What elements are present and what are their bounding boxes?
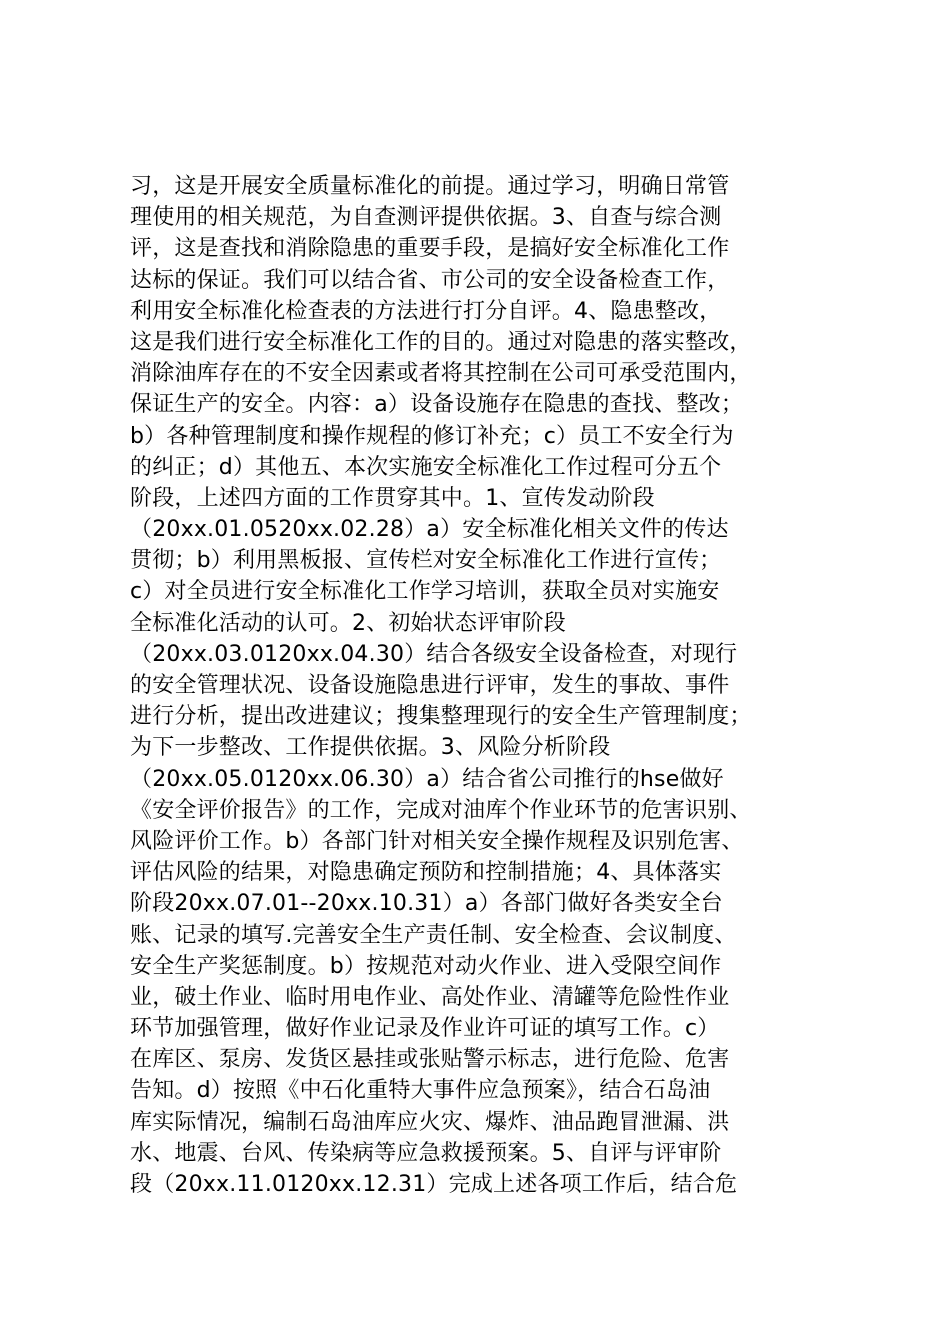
text-line: 的纠正；d）其他五、本次实施安全标准化工作过程可分五个 (130, 454, 722, 480)
text-line: 安全生产奖惩制度。b）按规范对动火作业、进入受限空间作 (130, 953, 722, 979)
document-body-text (130, 171, 850, 1200)
text-line: 库实际情况，编制石岛油库应火灾、爆炸、油品跑冒泄漏、洪 (130, 1109, 730, 1135)
text-line: 业，破土作业、临时用电作业、高处作业、清罐等危险性作业 (130, 984, 730, 1010)
text-line: 在库区、泵房、发货区悬挂或张贴警示标志，进行危险、危害 (130, 1047, 730, 1073)
text-line: 段（20xx.11.0120xx.12.31）完成上述各项工作后，结合危 (130, 1172, 738, 1197)
text-line: 进行分析，提出改进建议；搜集整理现行的安全生产管理制度； (130, 704, 752, 730)
text-line: c）对全员进行安全标准化工作学习培训，获取全员对实施安 (130, 579, 720, 605)
text-line: 达标的保证。我们可以结合省、市公司的安全设备检查工作， (130, 267, 730, 293)
text-line: 风险评价工作。b）各部门针对相关安全操作规程及识别危害、 (130, 828, 744, 854)
text-line: （20xx.01.0520xx.02.28）a）安全标准化相关文件的传达 (130, 517, 729, 543)
text-line: 环节加强管理，做好作业记录及作业许可证的填写工作。c） (130, 1016, 720, 1042)
text-line: 告知。d）按照《中石化重特大事件应急预案》，结合石岛油 (130, 1078, 711, 1104)
text-line: 理使用的相关规范，为自查测评提供依据。3、自查与综合测 (130, 205, 722, 231)
text-line: 阶段20xx.07.01--20xx.10.31）a）各部门做好各类安全台 (130, 891, 723, 917)
text-line: 的安全管理状况、设备设施隐患进行评审，发生的事故、事件 (130, 673, 730, 698)
text-line: b）各种管理制度和操作规程的修订补充；c）员工不安全行为 (130, 423, 734, 449)
text-line: 消除油库存在的不安全因素或者将其控制在公司可承受范围内， (130, 361, 752, 387)
text-line: （20xx.05.0120xx.06.30）a）结合省公司推行的hse做好 (130, 766, 724, 792)
text-line: （20xx.03.0120xx.04.30）结合各级安全设备检查，对现行 (130, 641, 738, 667)
text-line: 为下一步整改、工作提供依据。3、风险分析阶段 (130, 735, 611, 761)
text-line: 评估风险的结果，对隐患确定预防和控制措施；4、具体落实 (130, 860, 722, 886)
text-line: 水、地震、台风、传染病等应急救援预案。5、自评与评审阶 (130, 1140, 722, 1166)
text-line: 阶段，上述四方面的工作贯穿其中。1、宣传发动阶段 (130, 485, 655, 511)
text-line: 评，这是查找和消除隐患的重要手段，是搞好安全标准化工作 (130, 236, 730, 262)
text-line: 账、记录的填写.完善安全生产责任制、安全检查、会议制度、 (130, 922, 737, 948)
text-line: 全标准化活动的认可。2、初始状态评审阶段 (130, 610, 566, 636)
text-line: 贯彻；b）利用黑板报、宣传栏对安全标准化工作进行宣传； (130, 548, 722, 574)
text-line: 这是我们进行安全标准化工作的目的。通过对隐患的落实整改， (130, 329, 752, 355)
text-line: 利用安全标准化检查表的方法进行打分自评。4、隐患整改， (130, 298, 722, 324)
text-line: 保证生产的安全。内容：a）设备设施存在隐患的查找、整改； (130, 392, 744, 418)
text-line: 《安全评价报告》的工作，完成对油库个作业环节的危害识别、 (130, 797, 752, 823)
text-line: 习，这是开展安全质量标准化的前提。通过学习，明确日常管 (130, 174, 730, 199)
